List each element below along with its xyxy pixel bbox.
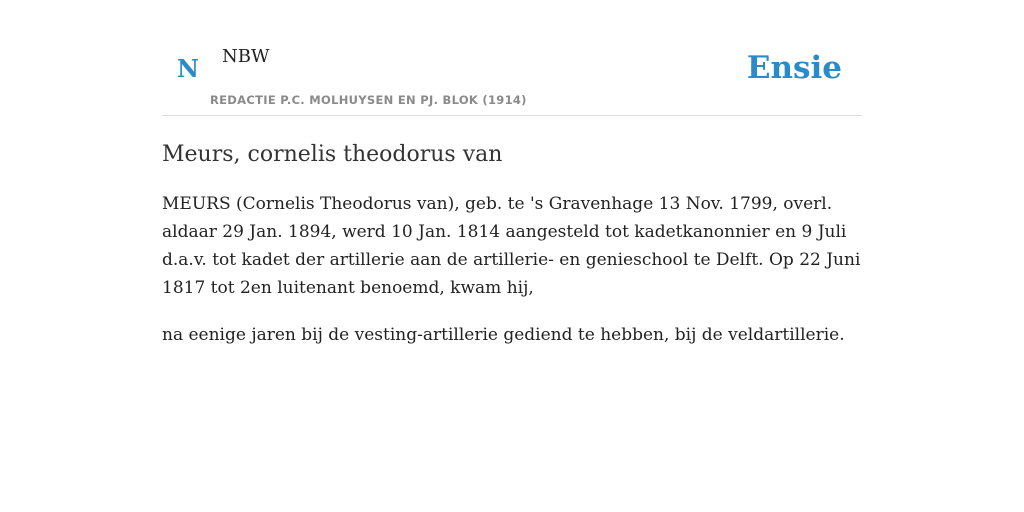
source-name: NBW (222, 46, 270, 67)
article-paragraph: na eenige jaren bij de vesting-artillerie gediend te hebben, bij de veldartillerie. (162, 325, 845, 345)
page (162, 0, 862, 349)
source-editors: REDACTIE P.C. MOLHUYSEN EN PJ. BLOK (1914) (210, 93, 527, 107)
article-body (162, 190, 862, 349)
article-title: Meurs, cornelis theodorus van (162, 142, 503, 167)
source-logo-n[interactable]: N (177, 54, 199, 83)
source-header (162, 0, 862, 116)
article-paragraph: MEURS (Cornelis Theodorus van), geb. te 's Gravenhage 13 Nov. 1799, overl. aldaar 29 Jan. 1894, werd 10 Jan. 1814 aangesteld tot kadetkanonnier en 9 Juli d.a.v. tot kadet der artillerie aan de artillerie- en genieschool te Delft. Op 22 Juni 1817 tot 2en luitenant benoemd, kwam hij, (162, 194, 861, 298)
ensie-brand-link[interactable]: Ensie (746, 50, 842, 86)
